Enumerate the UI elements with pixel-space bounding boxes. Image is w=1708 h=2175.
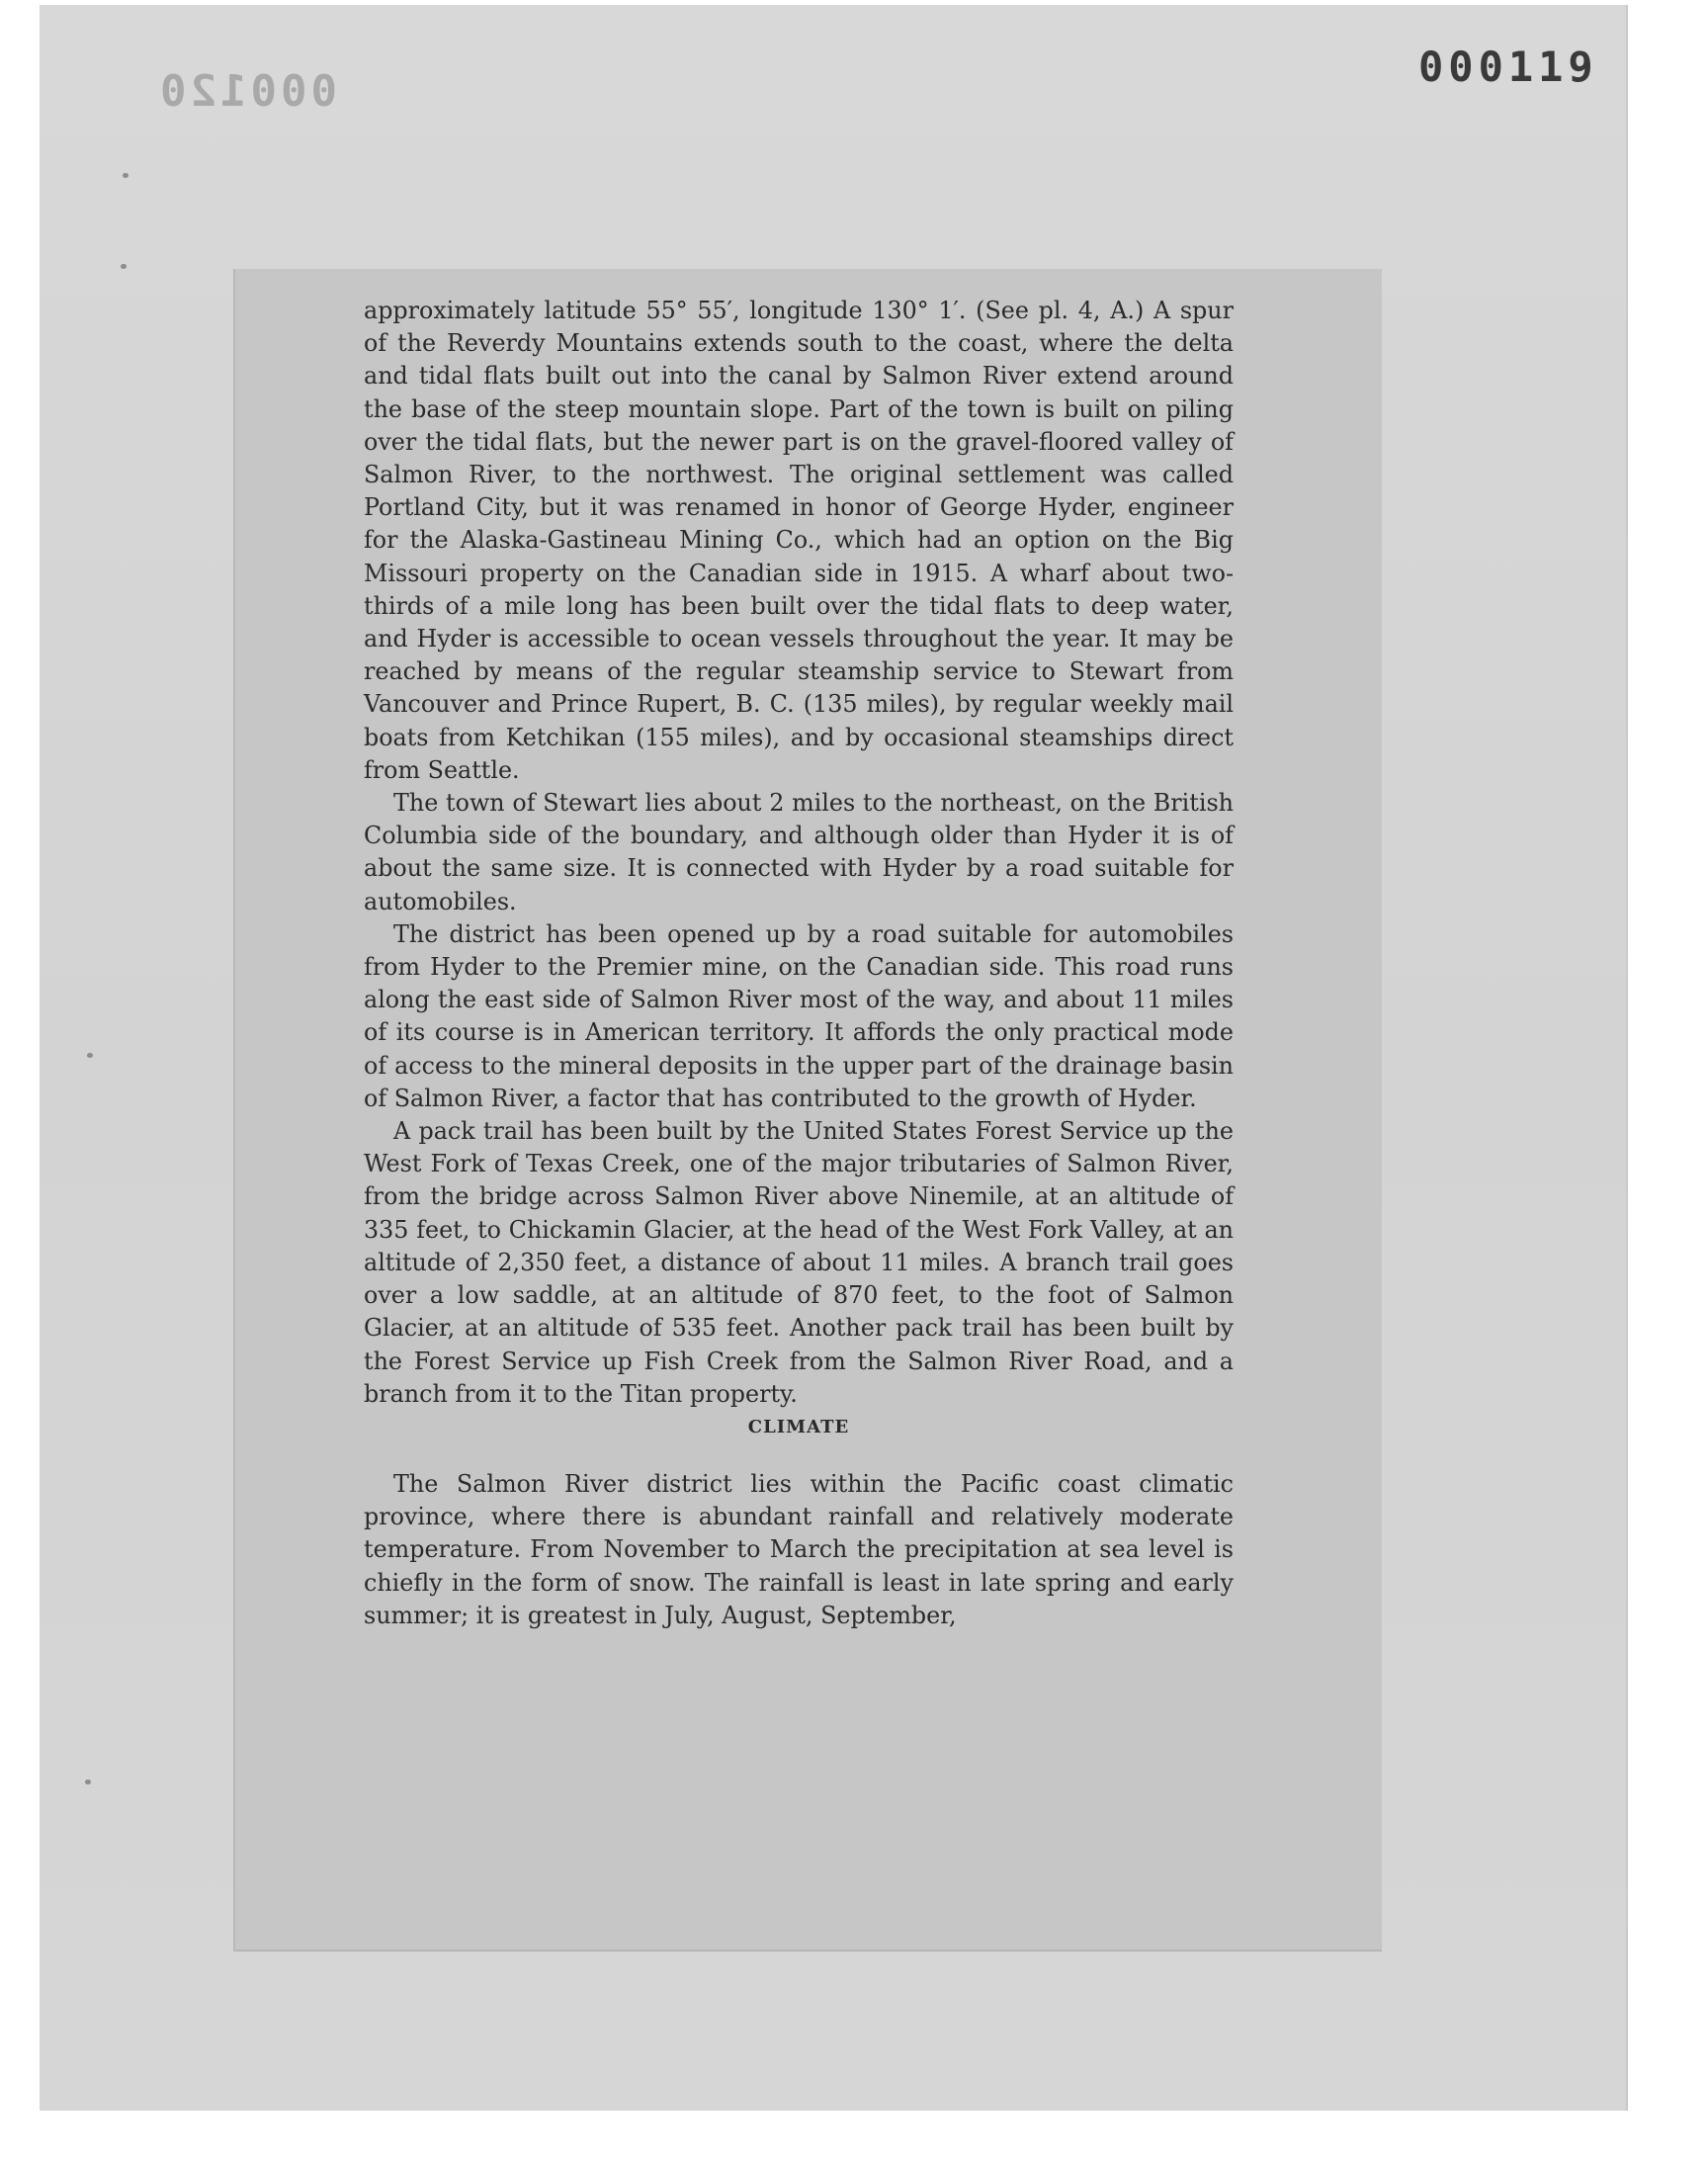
paragraph: The district has been opened up by a road suitable for automobiles from Hyder to the Premier mine, on the Canadian side. This road runs along the east side of Salmon River most of the way, and about 11 miles of its course is in American territory. It affords the only practical mode of access to the mineral deposits in the upper part of the drainage basin of Salmon River, a factor that has contributed to the growth of Hyder. xyxy=(364,919,1234,1112)
paragraph: The town of Stewart lies about 2 miles to the northeast, on the British Columbia side of the boundary, and although older than Hyder it is of about the same size. It is connected with Hyder by a road suitable for automobiles. xyxy=(364,789,1234,915)
stamped-page-number: 000119 xyxy=(1418,43,1598,91)
dust-speck xyxy=(87,1053,93,1058)
document-page xyxy=(233,269,1382,1952)
page-text xyxy=(364,295,1234,1632)
dust-speck xyxy=(121,264,127,269)
dust-speck xyxy=(85,1780,91,1784)
paragraph: The Salmon River district lies within the Pacific coast climatic province, where there is abundant rainfall and relatively moderate temperature. From November to March the precipitation at sea level is chiefly in the form of snow. The rainfall is least in late spring and early summer; it is greatest in July, August, September, xyxy=(364,1469,1234,1629)
paragraph: A pack trail has been built by the United States Forest Service up the West Fork of Texas Creek, one of the major tributaries of Salmon River, from the bridge across Salmon River above Ninemile, at an altitude of 335 feet, to Chickamin Glacier, at the head of the West Fork Valley, at an altitude of 2,350 feet, a distance of about 11 miles. A branch trail goes over a low saddle, at an altitude of 870 feet, to the foot of Salmon Glacier, at an altitude of 535 feet. Another pack trail has been built by the Forest Service up Fish Creek from the Salmon River Road, and a branch from it to the Titan property. xyxy=(364,1117,1234,1408)
section-heading-climate: CLIMATE xyxy=(747,1416,850,1437)
dust-speck xyxy=(123,173,128,178)
bleed-through-page-number: 000120 xyxy=(156,66,337,117)
paragraph: approximately latitude 55° 55′, longitude 130° 1′. (See pl. 4, A.) A spur of the Reverdy Mountains extends south to the coast, where the delta and tidal flats built out into the canal by Salmon River extend around the base of the steep mountain slope. Part of the town is built on piling over the tidal flats, but the newer part is on the gravel-floored valley of Salmon River, to the northwest. The original settlement was called Portland City, but it was renamed in honor of George Hyder, engineer for the Alaska-Gastineau Mining Co., which had an option on the Big Missouri property on the Canadian side in 1915. A wharf about two-thirds of a mile long has been built over the tidal flats to deep water, and Hyder is accessible to ocean vessels throughout the year. It may be reached by means of the regular steamship service to Stewart from Vancouver and Prince Rupert, B. C. (135 miles), by regular weekly mail boats from Ketchikan (155 miles), and by occasional steamships direct from Seattle. xyxy=(364,297,1234,784)
